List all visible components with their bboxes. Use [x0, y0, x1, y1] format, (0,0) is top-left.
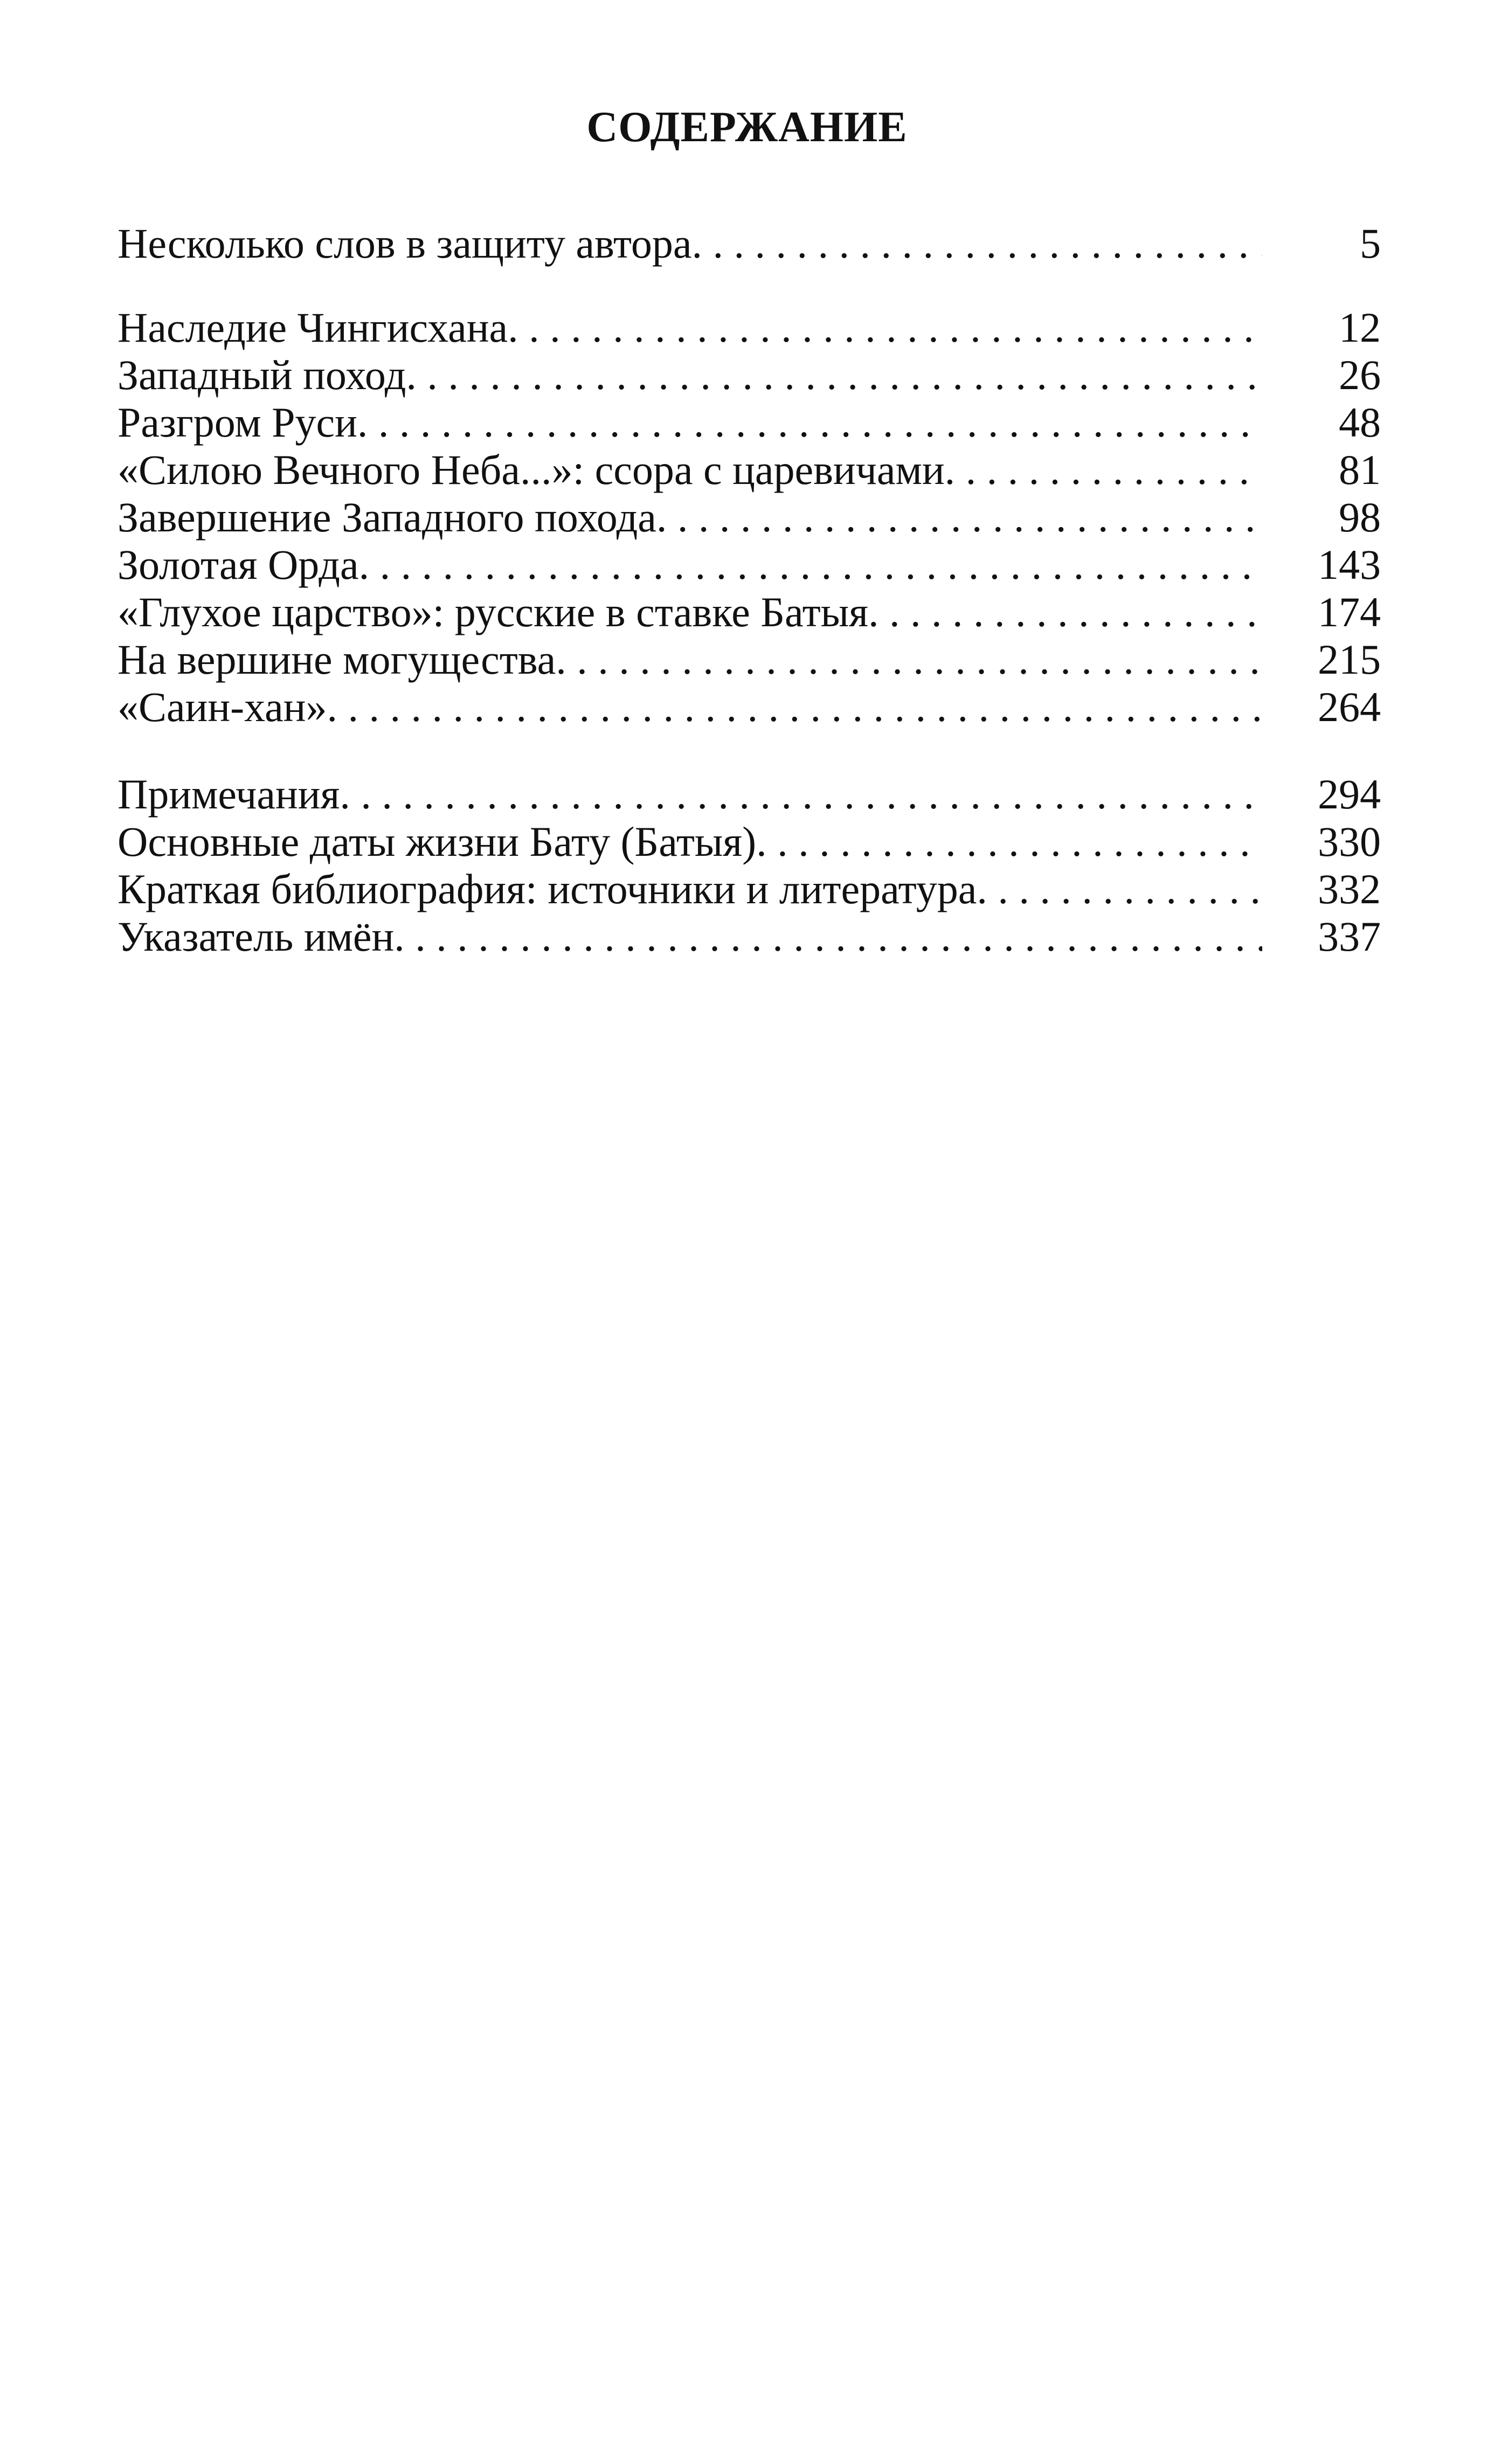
toc-dot-leader	[359, 541, 1262, 589]
toc-dot-leader	[756, 818, 1262, 866]
toc-dot-leader	[394, 913, 1262, 960]
toc-entry-title: Указатель имён	[117, 913, 395, 960]
toc-entry-page: 337	[1318, 913, 1381, 960]
toc-entry-title: Несколько слов в защиту автора	[117, 220, 692, 267]
toc-entry-title: «Силою Вечного Неба...»: ссора с царевичами	[117, 446, 945, 493]
toc-entry	[117, 913, 1381, 960]
toc-entry-page: 5	[1360, 220, 1381, 267]
toc-dot-leader	[692, 220, 1262, 267]
toc-dot-leader	[977, 866, 1262, 913]
toc-entry-title: Разгром Руси	[117, 399, 357, 446]
toc-entry-title: На вершине могущества	[117, 636, 556, 683]
toc-dot-leader	[868, 589, 1262, 636]
toc-entry	[117, 446, 1381, 494]
toc-entry-page: 264	[1318, 683, 1381, 730]
toc-entry-title: Примечания	[117, 771, 340, 818]
toc-dot-leader	[327, 683, 1262, 731]
toc-entry	[117, 541, 1381, 589]
toc-entry-page: 332	[1318, 866, 1381, 912]
toc-entry-title: Западный поход	[117, 351, 406, 398]
toc-entry-page: 294	[1318, 771, 1381, 818]
toc-entry-title: Золотая Орда	[117, 541, 359, 588]
toc-entry-page: 26	[1339, 351, 1381, 398]
toc-entry-page: 12	[1339, 304, 1381, 351]
toc-entry-page: 48	[1339, 399, 1381, 446]
toc-dot-leader	[556, 636, 1262, 683]
toc-entry-title: «Глухое царство»: русские в ставке Батыя	[117, 589, 869, 635]
toc-group-chapters	[117, 304, 1381, 731]
toc-entry	[117, 494, 1381, 541]
toc-entry	[117, 771, 1381, 818]
toc-dot-leader	[357, 399, 1262, 446]
toc-entry-page: 330	[1318, 818, 1381, 865]
toc-entry	[117, 683, 1381, 731]
toc-entry-page: 98	[1339, 494, 1381, 541]
toc-dot-leader	[656, 494, 1262, 541]
toc-entry-title: Наследие Чингисхана	[117, 304, 508, 351]
toc-entry	[117, 220, 1381, 267]
toc-entry	[117, 866, 1381, 913]
toc-entry-title: «Саин-хан»	[117, 683, 327, 730]
toc-entry	[117, 399, 1381, 446]
toc-dot-leader	[508, 304, 1262, 351]
toc-group-appendix	[117, 771, 1381, 960]
toc-entry-page: 143	[1318, 541, 1381, 588]
toc-entry-title: Завершение Западного похода	[117, 494, 656, 541]
toc-group-intro	[117, 220, 1381, 267]
toc-entry-title: Основные даты жизни Бату (Батыя)	[117, 818, 757, 865]
toc-entry	[117, 351, 1381, 399]
toc-entry-title: Краткая библиография: источники и литература	[117, 866, 977, 912]
toc-dot-leader	[406, 351, 1262, 399]
toc-entry-page: 174	[1318, 589, 1381, 635]
toc-entry-page: 81	[1339, 446, 1381, 493]
toc-entry-page: 215	[1318, 636, 1381, 683]
toc-entry	[117, 589, 1381, 636]
toc-entry	[117, 636, 1381, 683]
toc-dot-leader	[945, 446, 1262, 494]
toc-dot-leader	[340, 771, 1262, 818]
toc-heading: СОДЕРЖАНИЕ	[586, 103, 908, 151]
toc-entry	[117, 304, 1381, 351]
toc-entry	[117, 818, 1381, 866]
